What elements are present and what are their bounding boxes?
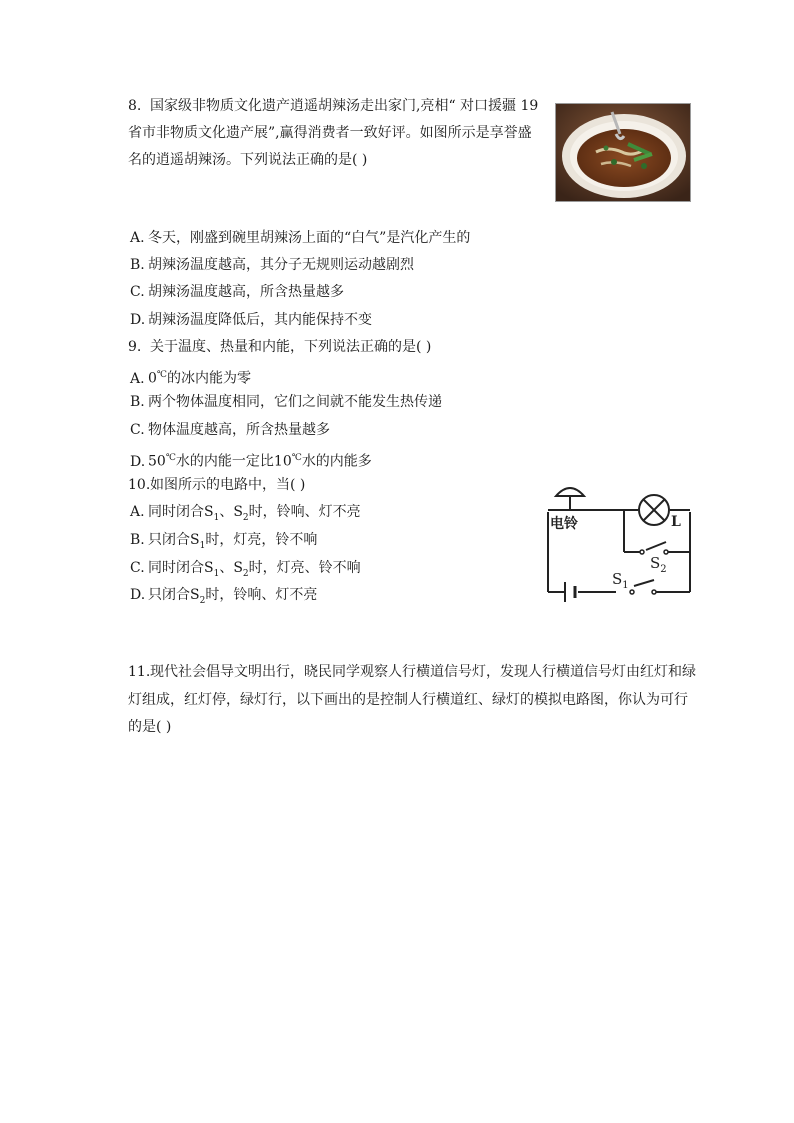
switch-s2-contact <box>664 550 668 554</box>
option-letter: B. <box>130 394 145 410</box>
q9-option-c <box>130 420 330 440</box>
option-letter: C. <box>130 422 145 438</box>
option-text: 时，铃响、灯不亮 <box>248 504 361 520</box>
q11-line2: 灯组成，红灯停，绿灯行，以下画出的是控制人行横道红、绿灯的模拟电路图，你认为可行 <box>128 692 688 708</box>
option-letter: A. <box>130 504 145 520</box>
subscript: 1 <box>213 568 220 579</box>
option-text: 50 <box>148 453 166 470</box>
switch-s2-contact <box>640 550 644 554</box>
question-text: 国家级非物质文化遗产逍遥胡辣汤走出家门,亮相“ 对口援疆 19 <box>150 98 539 114</box>
question-number: 11. <box>128 664 151 680</box>
option-letter: B. <box>130 532 145 548</box>
option-letter: C. <box>130 560 145 576</box>
q10-stem <box>128 475 305 495</box>
electric-bell-icon <box>556 488 584 496</box>
option-text: 时，铃响、灯不亮 <box>205 587 318 603</box>
option-text: 物体温度越高，所含热量越多 <box>148 422 330 438</box>
option-text: 胡辣汤温度越高，其分子无规则运动越剧烈 <box>148 257 414 273</box>
q8-option-a <box>130 228 470 248</box>
bell-label: 电铃 <box>550 516 578 532</box>
option-letter: A. <box>130 370 145 387</box>
switch-s2-label: $S_2$ <box>650 554 667 575</box>
option-letter: B. <box>130 257 145 273</box>
option-text: 胡辣汤温度降低后，其内能保持不变 <box>148 312 372 328</box>
q8-option-b <box>130 255 414 275</box>
switch-s1-contact <box>652 590 656 594</box>
option-text: 、S <box>219 504 243 520</box>
q9-option-b <box>130 392 442 412</box>
subscript: 2 <box>242 512 249 523</box>
q11-line3: 的是( ) <box>128 719 172 735</box>
option-text: 时，灯亮、铃不响 <box>248 560 361 576</box>
q11-line1 <box>128 662 696 682</box>
option-text: 两个物体温度相同，它们之间就不能发生热传递 <box>148 394 442 410</box>
option-letter: D. <box>130 453 146 470</box>
question-number: 9. <box>128 339 142 355</box>
option-text: 只闭合S <box>148 587 200 603</box>
option-text: 水的内能多 <box>301 453 372 470</box>
q8-line1 <box>128 96 538 116</box>
celsius-unit: ℃ <box>291 453 302 463</box>
celsius-unit: ℃ <box>156 370 167 380</box>
question-text: 如图所示的电路中，当( ) <box>150 477 306 493</box>
option-letter: D. <box>130 312 146 328</box>
q8-line3: 名的逍遥胡辣汤。下列说法正确的是( ) <box>128 152 368 168</box>
subscript: 1 <box>199 540 206 551</box>
subscript: 1 <box>213 512 220 523</box>
option-text: 水的内能一定比10 <box>175 453 292 470</box>
option-letter: D. <box>130 587 146 603</box>
q10-option-c <box>130 558 361 584</box>
option-text: 冬天，刚盛到碗里胡辣汤上面的“白气”是汽化产生的 <box>148 230 471 246</box>
switch-s1-label: $S_1$ <box>612 570 629 591</box>
question-text: 关于温度、热量和内能，下列说法正确的是( ) <box>150 339 432 355</box>
q9-stem <box>128 337 431 357</box>
q9-option-a <box>130 365 251 389</box>
option-text: 的冰内能为零 <box>167 370 251 387</box>
question-text: 现代社会倡导文明出行，晓民同学观察人行横道信号灯，发现人行横道信号灯由红灯和绿 <box>150 664 696 680</box>
option-text: 同时闭合S <box>148 560 214 576</box>
question-number: 10. <box>128 477 151 493</box>
option-text: 时，灯亮，铃不响 <box>205 532 318 548</box>
hot-soup-bowl-photo <box>555 103 691 202</box>
q8-option-c <box>130 282 344 302</box>
option-letter: C. <box>130 284 145 300</box>
subscript: 2 <box>242 568 249 579</box>
option-text: 只闭合S <box>148 532 200 548</box>
question-number: 8. <box>128 98 142 114</box>
option-letter: A. <box>130 230 145 246</box>
q10-option-d <box>130 585 317 611</box>
switch-s1-contact <box>630 590 634 594</box>
circuit-diagram <box>542 482 694 610</box>
q8-option-d <box>130 310 372 330</box>
q10-option-b <box>130 530 317 556</box>
option-text: 0 <box>148 370 157 387</box>
lamp-label: L <box>671 514 681 530</box>
q8-line2: 省市非物质文化遗产展”,赢得消费者一致好评。如图所示是享誉盛 <box>128 125 532 141</box>
subscript: 2 <box>199 595 206 606</box>
q9-option-d <box>130 448 372 472</box>
q10-option-a <box>130 502 361 528</box>
option-text: 、S <box>219 560 243 576</box>
option-text: 同时闭合S <box>148 504 214 520</box>
option-text: 胡辣汤温度越高，所含热量越多 <box>148 284 344 300</box>
celsius-unit: ℃ <box>165 453 176 463</box>
